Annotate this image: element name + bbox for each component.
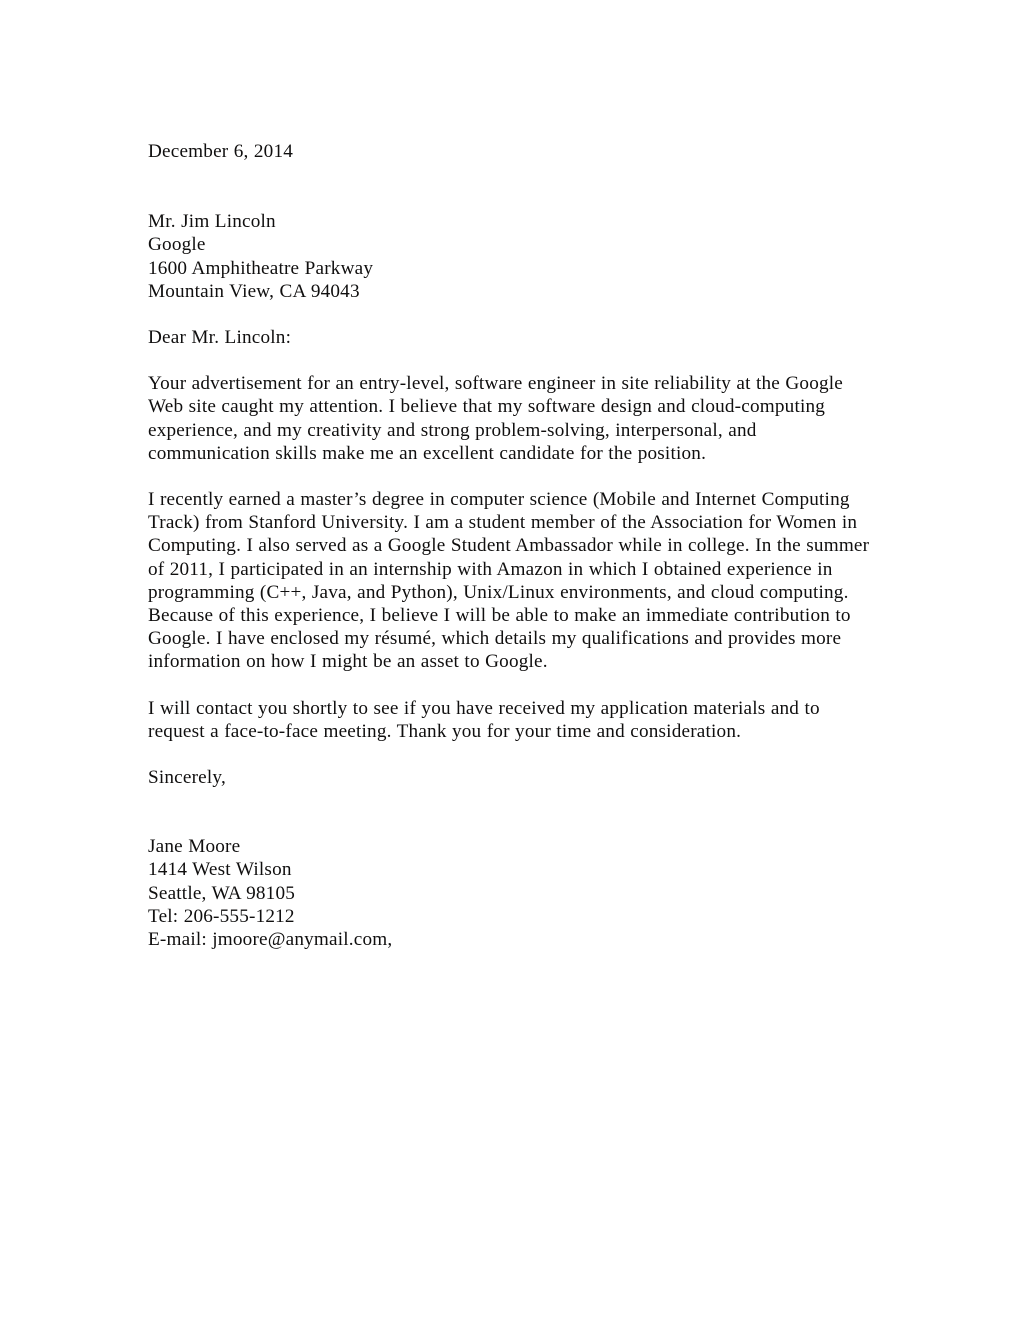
salutation-block — [148, 326, 874, 349]
spacer-after-recipient — [148, 303, 874, 326]
spacer-after-date — [148, 163, 874, 210]
letter-body — [148, 140, 874, 951]
spacer-after-paragraph-2 — [148, 674, 874, 697]
recipient-company: Google — [148, 234, 206, 256]
signer-street: 1414 West Wilson — [148, 859, 292, 881]
signer-email: E-mail: jmoore@anymail.com, — [148, 929, 393, 951]
body-paragraph-3: I will contact you shortly to see if you have received my application materials and to request a face-to-face meeting. Thank you for your time and consideration. — [148, 697, 820, 742]
body-paragraph-2: I recently earned a master’s degree in computer science (Mobile and Internet Computing Track) from Stanford University. I am a student member of the Association for Women in Computing. I also served as a Google Student Ambassador while in college. In the summer of 2011, I participated in an internship with Amazon in which I obtained experience in programming (C++, Java, and Python), Unix/Linux environments, and cloud computing. Because of this experience, I believe I will be able to make an immediate contribution to Google. I have enclosed my résumé, which details my qualifications and provides more information on how I might be an asset to Google. — [148, 489, 870, 673]
body-paragraph-1-block — [148, 372, 874, 465]
salutation: Dear Mr. Lincoln: — [148, 327, 292, 349]
spacer-signature-area — [148, 789, 874, 835]
recipient-street: 1600 Amphitheatre Parkway — [148, 257, 374, 279]
recipient-name: Mr. Jim Lincoln — [148, 211, 276, 233]
letter-date: December 6, 2014 — [148, 141, 294, 162]
signature-block — [148, 835, 874, 951]
signer-name: Jane Moore — [148, 836, 241, 858]
spacer-after-salutation — [148, 349, 874, 372]
body-paragraph-3-block — [148, 697, 874, 743]
body-paragraph-1: Your advertisement for an entry-level, software engineer in site reliability at the Google Web site caught my attention. I believe that my software design and cloud-computing experience, and my creativity and strong problem-solving, interpersonal, and communication skills make me an excellent candidate for the position. — [148, 373, 844, 464]
spacer-before-closing — [148, 743, 874, 766]
closing-salutation: Sincerely, — [148, 767, 226, 789]
date-block — [148, 140, 874, 163]
recipient-city-state-zip: Mountain View, CA 94043 — [148, 280, 360, 302]
signer-city-state-zip: Seattle, WA 98105 — [148, 882, 296, 904]
closing-block — [148, 766, 874, 789]
signer-phone: Tel: 206-555-1212 — [148, 905, 295, 927]
spacer-after-paragraph-1 — [148, 465, 874, 488]
body-paragraph-2-block — [148, 488, 874, 674]
recipient-address-block — [148, 210, 874, 303]
